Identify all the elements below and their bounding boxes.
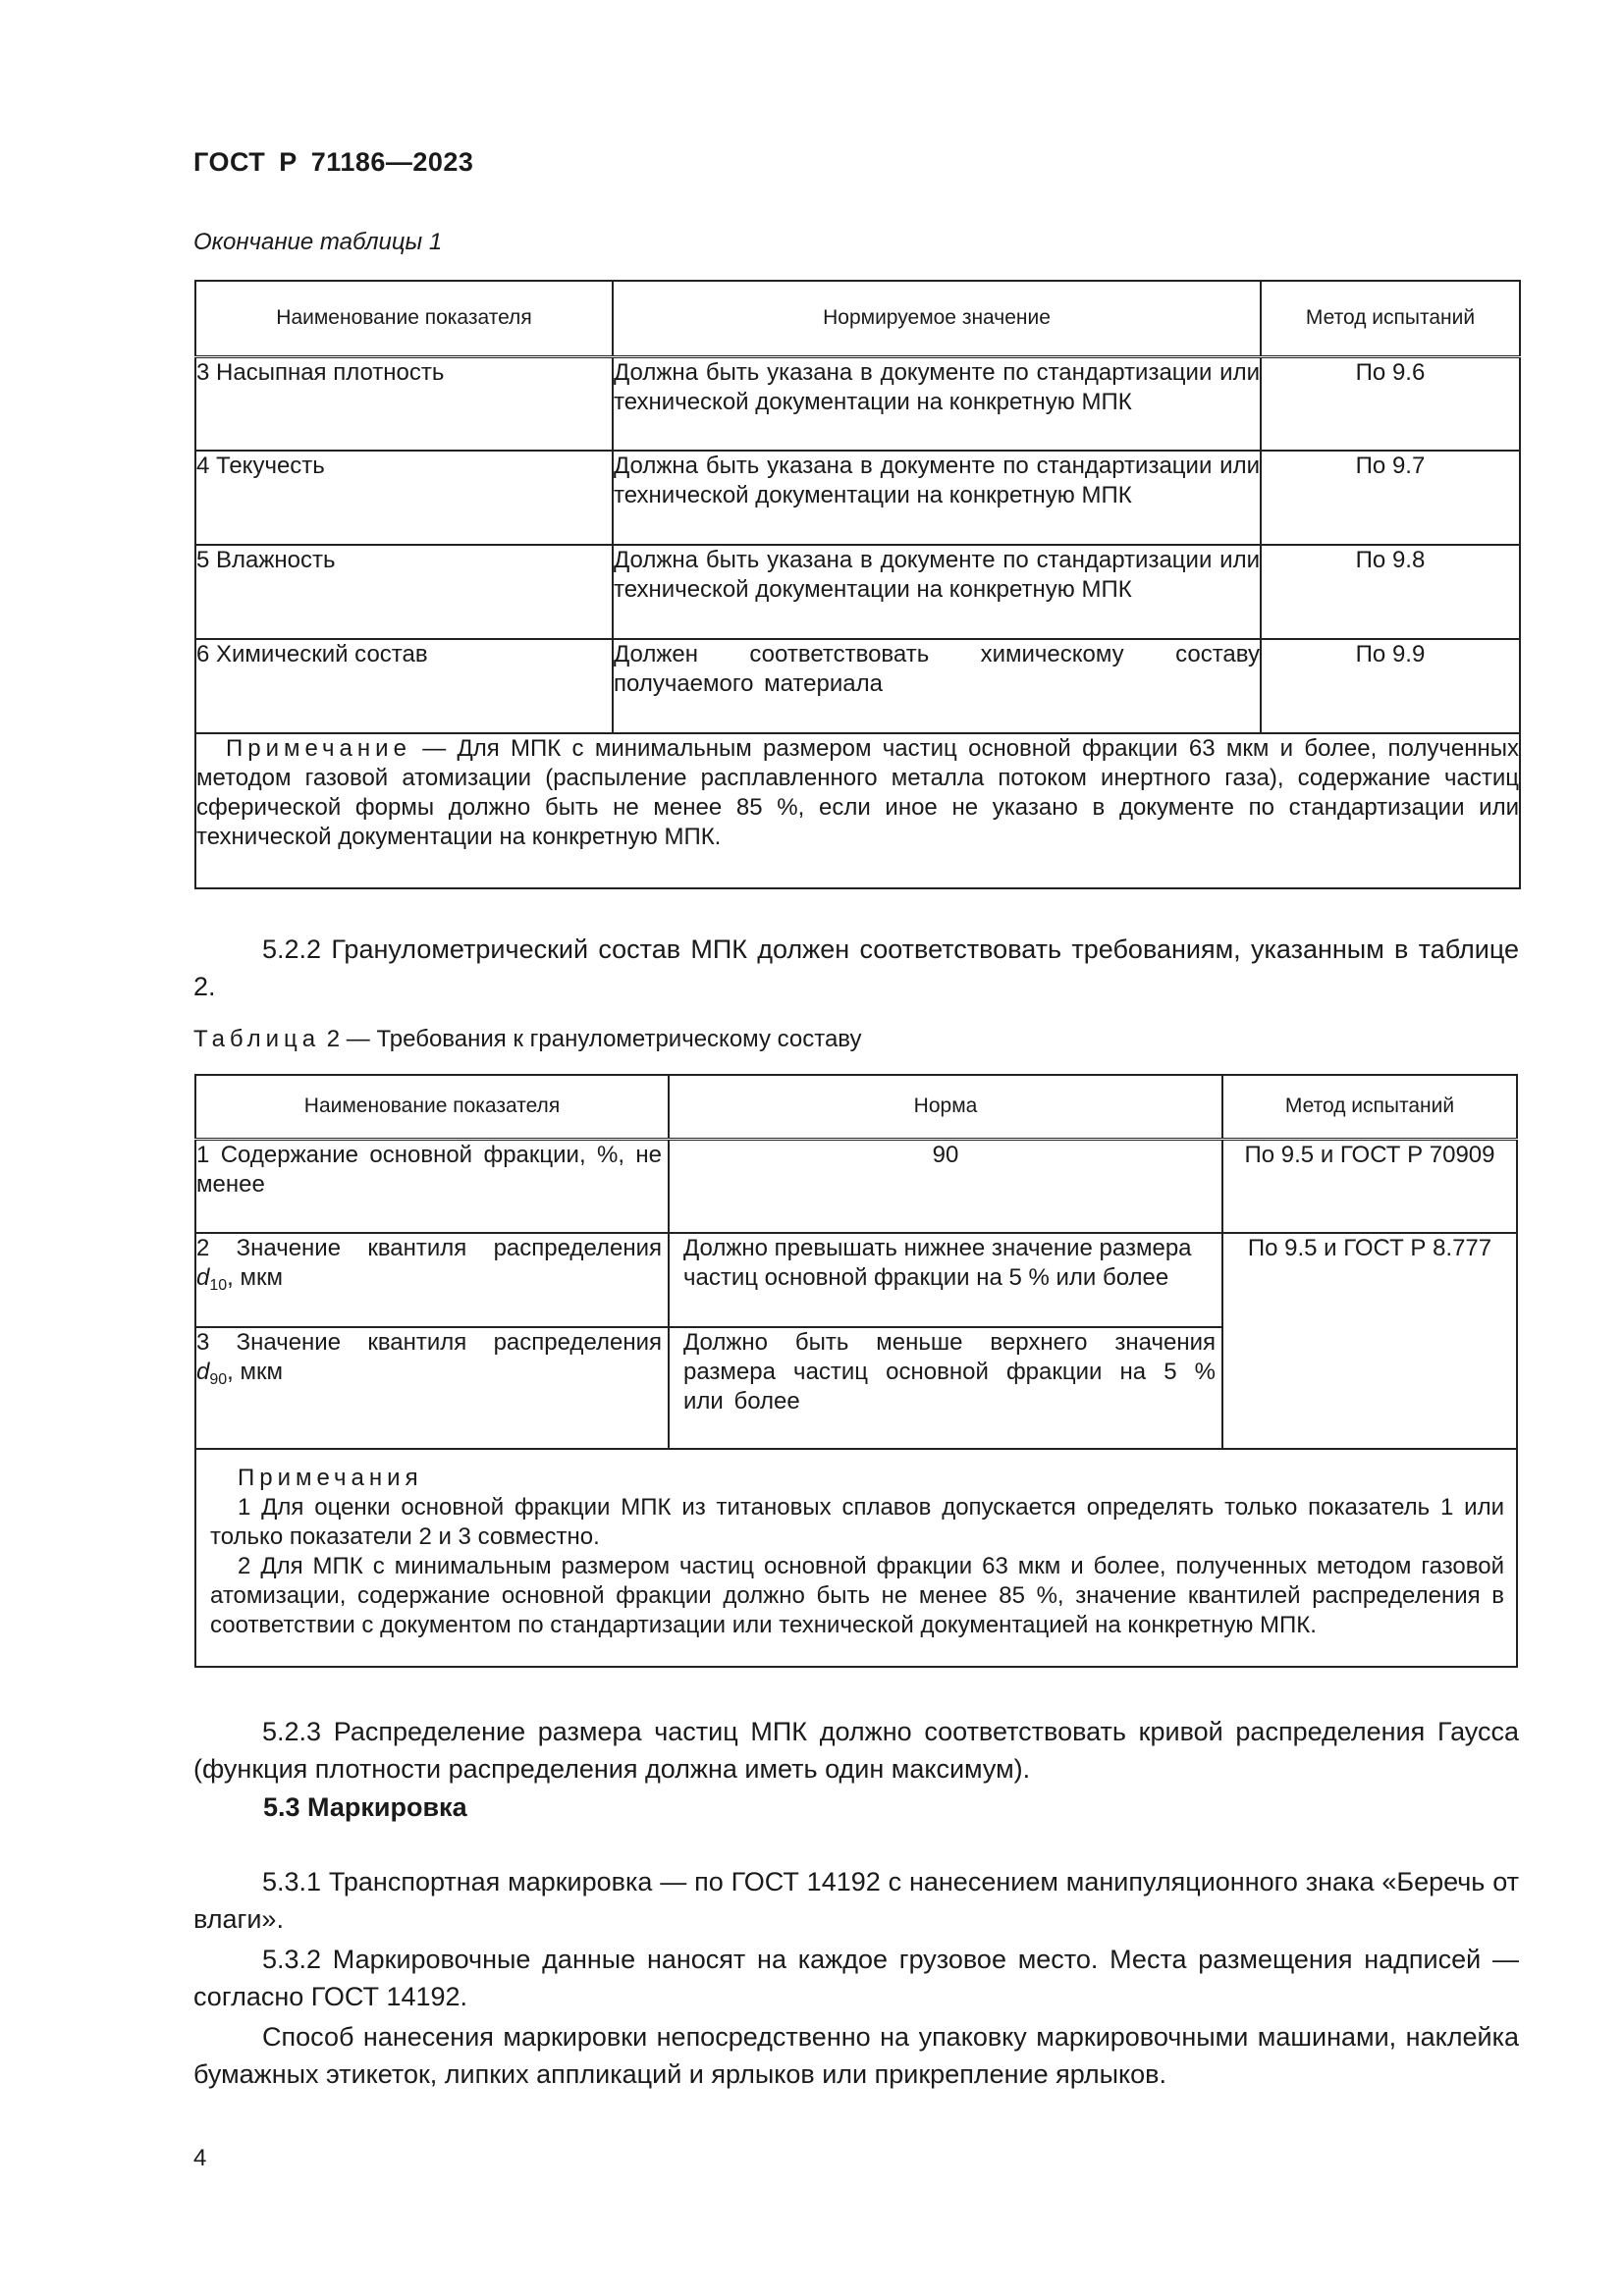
table2-notes-label: Примечания [238,1465,423,1491]
table2-note-1: 1 Для оценки основной фракции МПК из титановых сплавов допускается определять только показатель 1 или только показатели 2 и 3 совместно. [210,1494,1504,1550]
table2-header-row [195,1075,1517,1139]
table2-row1-name: 1 Содержание основной фракции, %, не менее [195,1139,669,1233]
table1-note-label: Примечание [226,735,411,762]
table1-row-method: По 9.8 [1261,545,1520,639]
table2-col-method-header: Метод испытаний [1222,1075,1517,1139]
table1-note [195,733,1520,888]
table2-row2-method: По 9.5 и ГОСТ Р 8.777 [1222,1233,1517,1449]
table1-note-row [195,733,1520,888]
table2-note-2: 2 Для МПК с минимальным размером частиц основной фракции 63 мкм и более, полученных методом газовой атомизации, содержание основной фракции должно быть не менее 85 %, значение квантилей распределения в соответствии с документом по стандартизации или технической документацией на конкретную МПК. [210,1553,1504,1638]
table2-col-name-header: Наименование показателя [195,1075,669,1139]
table1-row-name: 6 Химический состав [195,639,613,733]
table2-notes-row [195,1449,1517,1667]
table1-row-value: Должен соответствовать химическому составу получаемого материала [613,639,1261,733]
table-row [195,451,1520,545]
table2-notes [195,1449,1517,1667]
table1-row-name: 3 Насыпная плотность [195,356,613,451]
table2-col-norm-header: Норма [669,1075,1222,1139]
paragraph-5-3-2: 5.3.2 Маркировочные данные наносят на каждое грузовое место. Места размещения надписей — согласно ГОСТ 14192. [193,1945,1519,2011]
table1-col-value-header: Нормируемое значение [613,281,1261,356]
table-row [195,639,1520,733]
section-heading-5-3: 5.3 Маркировка [263,1792,467,1822]
table1-row-method: По 9.6 [1261,356,1520,451]
table2-row3-value: Должно быть меньше верхнего значения размера частиц основной фракции на 5 % или более [669,1327,1222,1449]
table2-row1-method: По 9.5 и ГОСТ Р 70909 [1222,1139,1517,1233]
page-number: 4 [193,2145,207,2171]
document-id: ГОСТ Р 71186—2023 [193,147,474,177]
table1-row-value: Должна быть указана в документе по стандартизации или технической документации на конкретную МПК [613,356,1261,451]
paragraph-5-2-3: 5.2.3 Распределение размера частиц МПК должно соответствовать кривой распределения Гаусса (функция плотности распределения должна иметь один максимум). [193,1717,1519,1784]
table-1 [194,280,1521,889]
table1-header-row [195,281,1520,356]
paragraph-marking-method: Способ нанесения маркировки непосредственно на упаковку маркировочными машинами, наклейка бумажных этикеток, липких аппликаций и ярлыков или прикрепление ярлыков. [193,2022,1519,2089]
table1-row-method: По 9.9 [1261,639,1520,733]
table1-row-value: Должна быть указана в документе по стандартизации или технической документации на конкретную МПК [613,545,1261,639]
table2-row3-name: 3 Значение квантиля распределения $d_{90}$, мкм [195,1327,669,1449]
table1-row-value: Должна быть указана в документе по стандартизации или технической документации на конкретную МПК [613,451,1261,545]
table2-caption-label: Таблица [193,1026,321,1052]
table1-col-name-header: Наименование показателя [195,281,613,356]
table1-caption: Окончание таблицы 1 [193,229,443,255]
paragraph-5-3-1: 5.3.1 Транспортная маркировка — по ГОСТ 14192 с нанесением манипуляционного знака «Беречь от влаги». [193,1867,1519,1934]
table1-row-method: По 9.7 [1261,451,1520,545]
table-2 [194,1074,1518,1668]
table1-col-method-header: Метод испытаний [1261,281,1520,356]
table2-row2-value: Должно превышать нижнее значение размера частиц основной фракции на 5 % или более [669,1233,1222,1327]
table1-row-name: 4 Текучесть [195,451,613,545]
table-row [195,1233,1517,1327]
table1-row-name: 5 Влажность [195,545,613,639]
table2-caption-text: 2 — Требования к гранулометрическому составу [320,1026,862,1052]
table1-note-text: — Для МПК с минимальным размером частиц основной фракции 63 мкм и более, полученных методом газовой атомизации (распыление расплавленного металла потоком инертного газа), содержание частиц сферической формы должно быть не менее 85 %, если иное не указано в документе по стандартизации или технической документации на конкретную МПК. [196,735,1519,850]
table2-row2-name: 2 Значение квантиля распределения $d_{10}$, мкм [195,1233,669,1327]
table-row [195,545,1520,639]
table2-row1-value: 90 [669,1139,1222,1233]
paragraph-5-2-2: 5.2.2 Гранулометрический состав МПК должен соответствовать требованиям, указанным в таблице 2. [193,934,1519,1001]
table-row [195,1139,1517,1233]
table2-caption [193,1026,862,1053]
table-row [195,356,1520,451]
